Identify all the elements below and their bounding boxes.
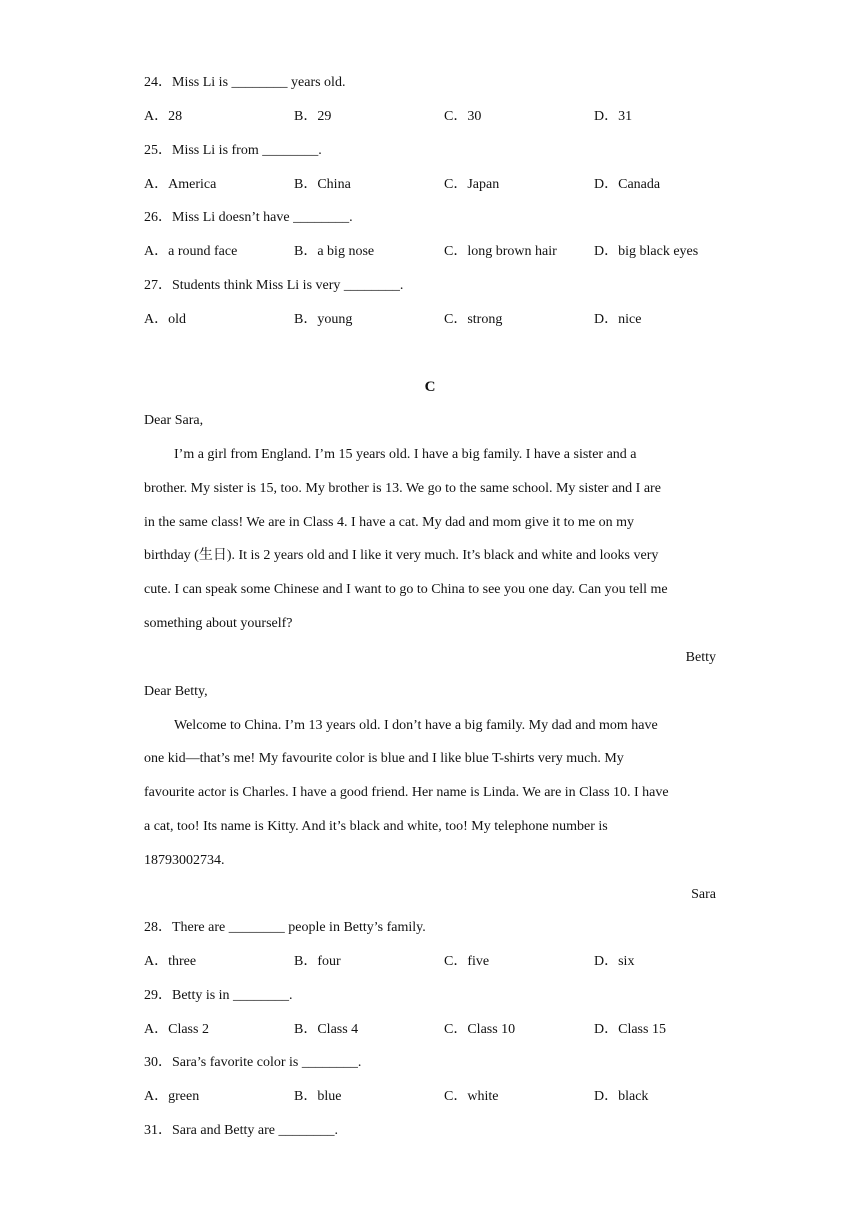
question-31-stem: 31．Sara and Betty are ________. (144, 1123, 339, 1138)
letter1-line: brother. My sister is 15, too. My brother is 13. We go to the same school. My sister and I are (144, 481, 661, 496)
q25-option-d: D．Canada (594, 177, 661, 192)
q28-option-d: D．six (594, 954, 635, 969)
q30-option-b: B．blue (294, 1089, 342, 1104)
q29-option-b: B．Class 4 (294, 1022, 359, 1037)
letter2-line: favourite actor is Charles. I have a good friend. Her name is Linda. We are in Class 10. I have (144, 785, 669, 800)
q25-option-a: A．America (144, 177, 217, 192)
q29-option-a: A．Class 2 (144, 1022, 209, 1037)
letter2-salutation: Dear Betty, (144, 684, 208, 699)
q28-option-c: C．five (444, 954, 490, 969)
letter2-signature: Sara (691, 887, 716, 902)
q27-option-d: D．nice (594, 312, 642, 327)
letter1-line: cute. I can speak some Chinese and I want to go to China to see you one day. Can you tell me (144, 582, 668, 597)
question-25-stem: 25．Miss Li is from ________. (144, 143, 322, 158)
q30-option-c: C．white (444, 1089, 499, 1104)
q28-option-b: B．four (294, 954, 341, 969)
q24-option-b: B．29 (294, 109, 332, 124)
letter1-line: I’m a girl from England. I’m 15 years old. I have a big family. I have a sister and a (174, 447, 637, 462)
question-27-stem: 27．Students think Miss Li is very ________. (144, 278, 404, 293)
letter2-line: a cat, too! Its name is Kitty. And it’s black and white, too! My telephone number is (144, 819, 608, 834)
q30-option-d: D．black (594, 1089, 649, 1104)
question-24-stem: 24．Miss Li is ________ years old. (144, 75, 346, 90)
letter1-salutation: Dear Sara, (144, 413, 204, 428)
letter2-line: Welcome to China. I’m 13 years old. I don’t have a big family. My dad and mom have (174, 718, 658, 733)
q26-option-b: B．a big nose (294, 244, 375, 259)
q26-option-c: C．long brown hair (444, 244, 557, 259)
letter2-line: 18793002734. (144, 853, 225, 868)
letter1-line: something about yourself? (144, 616, 293, 631)
q27-option-a: A．old (144, 312, 186, 327)
q29-option-d: D．Class 15 (594, 1022, 666, 1037)
q27-option-c: C．strong (444, 312, 503, 327)
letter2-line: one kid—that’s me! My favourite color is blue and I like blue T-shirts very much. My (144, 751, 624, 766)
q26-option-a: A．a round face (144, 244, 238, 259)
section-title: C (424, 379, 436, 395)
question-30-stem: 30．Sara’s favorite color is ________. (144, 1055, 362, 1070)
q24-option-d: D．31 (594, 109, 633, 124)
q27-option-b: B．young (294, 312, 353, 327)
q25-option-b: B．China (294, 177, 351, 192)
q24-option-c: C．30 (444, 109, 482, 124)
q26-option-d: D．big black eyes (594, 244, 699, 259)
letter1-line: birthday (生日). It is 2 years old and I like it very much. It’s black and white and looks very (144, 548, 659, 563)
question-28-stem: 28．There are ________ people in Betty’s family. (144, 920, 426, 935)
letter1-signature: Betty (685, 650, 716, 665)
letter1-line: in the same class! We are in Class 4. I have a cat. My dad and mom give it to me on my (144, 515, 635, 530)
question-29-stem: 29．Betty is in ________. (144, 988, 293, 1003)
q30-option-a: A．green (144, 1089, 200, 1104)
q24-option-a: A．28 (144, 109, 183, 124)
q25-option-c: C．Japan (444, 177, 500, 192)
q29-option-c: C．Class 10 (444, 1022, 516, 1037)
q28-option-a: A．three (144, 954, 197, 969)
question-26-stem: 26．Miss Li doesn’t have ________. (144, 210, 353, 225)
